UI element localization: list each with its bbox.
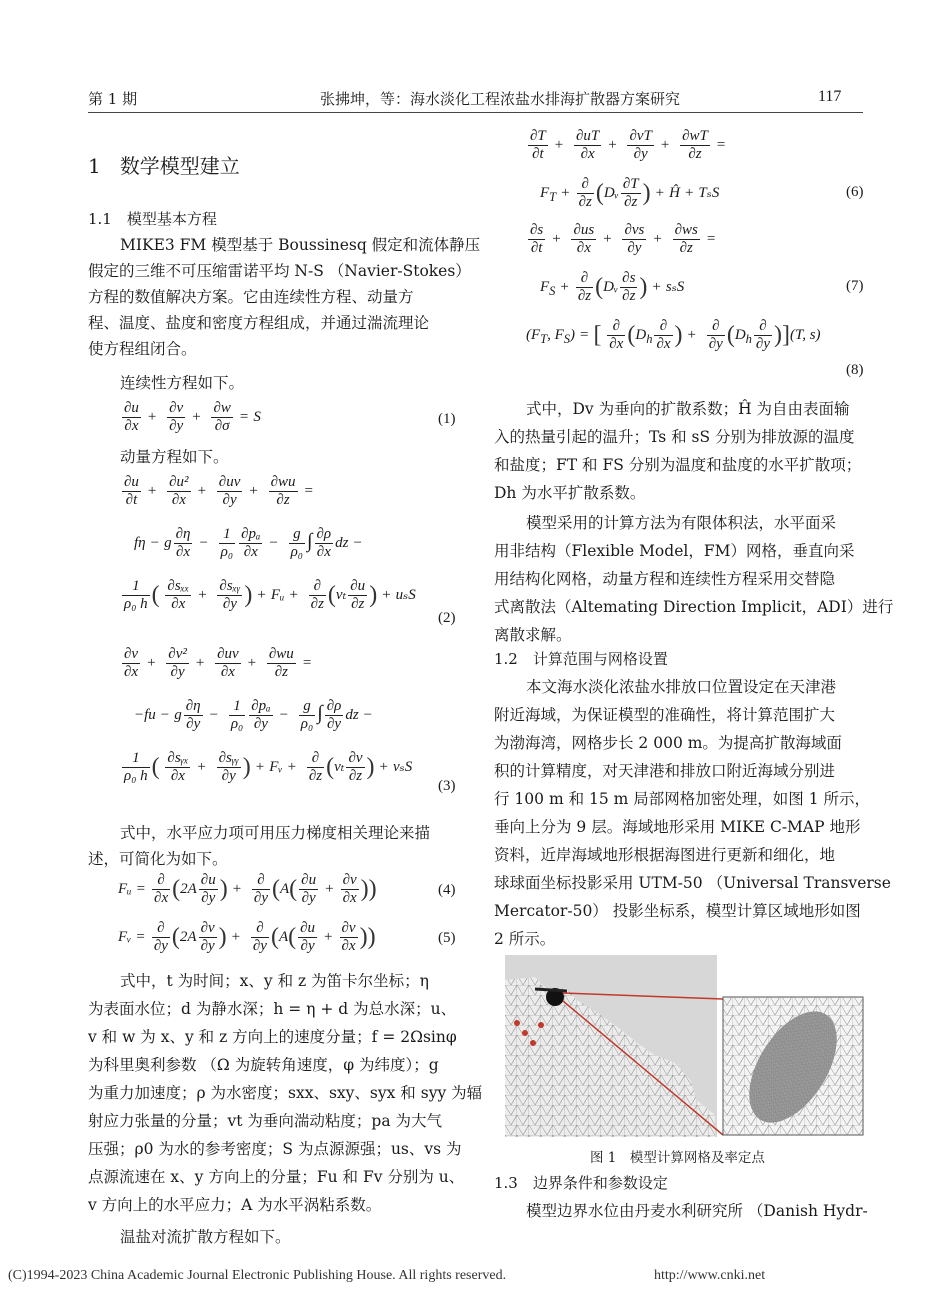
equation-5: Fᵥ = $\frac{\partial}{\partial y}$ (2A $\frac{\partial v}{\partial y}$ ) + $\frac{\partial}{\partial y}$ (A( $\frac{\partial u}{\partial y}$ + $\frac{\partial v}{\partial x}$ )) bbox=[118, 920, 376, 954]
vars-line-4: 为科里奥利参数 （Ω 为旋转角速度，φ 为纬度）；g bbox=[88, 1056, 439, 1074]
figure-1-caption: 图 1 模型计算网格及率定点 bbox=[590, 1150, 765, 1166]
section-1-3-heading: 1.3 边界条件和参数设定 bbox=[494, 1174, 668, 1192]
range-line-6: 垂向上分为 9 层。海域地形采用 MIKE C-MAP 地形 bbox=[494, 818, 861, 836]
equation-6-line-2: $F_T$ + $\frac{\partial}{\partial z}$ (Dᵥ $\frac{\partial T}{\partial z}$ ) + Ĥ + TₛS bbox=[540, 176, 720, 210]
equation-2-line-1: $\frac{\partial u}{\partial t}$ + $\frac{\text{∂u²}}{\partial x}$ + $\frac{\partial uv}{\partial y}$ + $\frac{\partial wu}{\partial z}$ = bbox=[124, 474, 313, 508]
boundary-line-1: 模型边界水位由丹麦水利研究所 （Danish Hydr- bbox=[526, 1202, 868, 1220]
equation-3-line-2: −fu − g $\frac{\partial\eta}{\partial y}$ − $\frac{1}{\text{ρ₀}}$ $\frac{\text{∂pₐ}}{\partial y}$ − $\frac{g}{\text{ρ₀}}$ ∫ $\frac{\partial\rho}{\partial y}$ dz − bbox=[134, 698, 373, 732]
momentum-intro: 动量方程如下。 bbox=[120, 448, 229, 466]
equation-number-1: (1) bbox=[438, 411, 456, 427]
equation-number-8: (8) bbox=[846, 362, 864, 378]
r-vars-line-1: 式中，Dv 为垂向的扩散系数；Ĥ 为自由表面输 bbox=[526, 400, 850, 418]
equation-number-6: (6) bbox=[846, 184, 864, 200]
equation-7-line-1: $\frac{\partial s}{\partial t}$ + $\frac{\partial us}{\partial x}$ + $\frac{\partial vs}{\partial y}$ + $\frac{\partial ws}{\partial z}$ = bbox=[530, 222, 716, 256]
calibration-point bbox=[538, 1022, 544, 1028]
equation-4: Fᵤ = $\frac{\partial}{\partial x}$ (2A $\frac{\partial u}{\partial y}$ ) + $\frac{\partial}{\partial y}$ (A( $\frac{\partial u}{\partial y}$ + $\frac{\partial v}{\partial x}$ )) bbox=[118, 872, 377, 906]
vars-line-1: 式中，t 为时间；x、y 和 z 为笛卡尔坐标；η bbox=[120, 972, 429, 990]
r-vars-line-2: 入的热量引起的温升；Ts 和 sS 分别为排放源的温度 bbox=[494, 428, 855, 446]
section-1-title bbox=[88, 150, 240, 179]
section-1-number: 1 bbox=[88, 154, 101, 178]
range-line-1: 本文海水淡化浓盐水排放口位置设定在天津港 bbox=[526, 678, 837, 696]
issue-number: 第 1 期 bbox=[88, 90, 138, 108]
equation-8: ($F_T$, $F_S$) = [ $\frac{\partial}{\partial x}$ ($D_h$ $\frac{\partial}{\partial x}$ ) + $\frac{\partial}{\partial y}$ ($D_h$ $\frac{\partial}{\partial y}$ )](T, s) bbox=[526, 318, 821, 352]
equation-2-line-2: fη − g $\frac{\partial\eta}{\partial x}$ − $\frac{1}{\text{ρ₀}}$ $\frac{\text{∂pₐ}}{\partial x}$ − $\frac{g}{\text{ρ₀}}$ ∫ $\frac{\partial\rho}{\partial x}$ dz − bbox=[134, 526, 362, 560]
para-1-line-1: MIKE3 FM 模型基于 Boussinesq 假定和流体静压 bbox=[120, 236, 481, 254]
range-line-8: 球球面坐标投影采用 UTM-50 （Universal Transverse bbox=[494, 874, 891, 892]
equation-number-2: (2) bbox=[438, 610, 456, 626]
para-1-line-4: 程、温度、盐度和密度方程组成，并通过湍流理论 bbox=[88, 314, 430, 332]
equation-number-3: (3) bbox=[438, 778, 456, 794]
range-line-5: 行 100 m 和 15 m 局部网格加密处理，如图 1 所示， bbox=[494, 790, 870, 808]
temp-salt-intro: 温盐对流扩散方程如下。 bbox=[120, 1228, 291, 1246]
calibration-point bbox=[530, 1040, 536, 1046]
equation-number-5: (5) bbox=[438, 930, 456, 946]
port-breakwater bbox=[535, 989, 567, 991]
footer-url[interactable]: http://www.cnki.net bbox=[654, 1268, 766, 1283]
figure-1-mesh bbox=[505, 955, 865, 1137]
header-rule bbox=[88, 112, 863, 113]
r-vars-line-3: 和盐度；FT 和 FS 分别为温度和盐度的水平扩散项； bbox=[494, 456, 862, 474]
equation-1: $\frac{\partial u}{\partial x}$ + $\frac{\partial v}{\partial y}$ + $\frac{\partial w}{\partial\sigma}$ = S bbox=[124, 400, 261, 434]
vars-line-6: 射应力张量的分量；vt 为垂向湍动粘度；pa 为大气 bbox=[88, 1112, 443, 1130]
calibration-point bbox=[522, 1030, 528, 1036]
equation-2-line-3: $\frac{1}{\text{ρ₀ h}}$ ( $\frac{\text{∂sₓₓ}}{\partial x}$ + $\frac{\text{∂sₓᵧ}}{\partial y}$ ) + Fᵤ + $\frac{\partial}{\partial z}$ (vₜ $\frac{\partial u}{\partial z}$ ) + uₛS bbox=[124, 578, 416, 612]
method-line-1: 模型采用的计算方法为有限体积法，水平面采 bbox=[526, 514, 837, 532]
equation-number-7: (7) bbox=[846, 278, 864, 294]
vars-line-9: v 方向上的水平应力；A 为水平涡粘系数。 bbox=[88, 1196, 382, 1214]
continuity-intro: 连续性方程如下。 bbox=[120, 374, 245, 392]
r-vars-line-4: Dh 为水平扩散系数。 bbox=[494, 484, 646, 502]
vars-line-2: 为表面水位；d 为静水深；h = η + d 为总水深；u、 bbox=[88, 1000, 457, 1018]
equation-6-line-1: $\frac{\partial T}{\partial t}$ + $\frac{\partial uT}{\partial x}$ + $\frac{\partial vT}{\partial y}$ + $\frac{\partial wT}{\partial z}$ = bbox=[530, 128, 726, 162]
section-1-2-heading: 1.2 计算范围与网格设置 bbox=[494, 650, 668, 668]
calibration-point bbox=[514, 1020, 520, 1026]
range-line-3: 为渤海湾，网格步长 2 000 m。为提高扩散海域面 bbox=[494, 734, 842, 752]
equation-3-line-3: $\frac{1}{\text{ρ₀ h}}$ ( $\frac{\text{∂sᵧₓ}}{\partial x}$ + $\frac{\text{∂sᵧᵧ}}{\partial y}$ ) + Fᵥ + $\frac{\partial}{\partial z}$ (vₜ $\frac{\partial v}{\partial z}$ ) + vₛS bbox=[124, 750, 413, 784]
range-line-7: 资料，近岸海域地形根据海图进行更新和细化，地 bbox=[494, 846, 836, 864]
method-line-3: 用结构化网格，动量方程和连续性方程采用交替隐 bbox=[494, 570, 836, 588]
equation-number-4: (4) bbox=[438, 882, 456, 898]
vars-line-8: 点源流速在 x、y 方向上的分量；Fu 和 Fv 分别为 u、 bbox=[88, 1168, 465, 1186]
vars-line-5: 为重力加速度；ρ 为水密度；sxx、sxy、syx 和 syy 为辐 bbox=[88, 1084, 483, 1102]
range-line-9: Mercator-50） 投影坐标系，模型计算区域地形如图 bbox=[494, 902, 861, 920]
stress-line-2: 述，可简化为如下。 bbox=[88, 850, 228, 868]
equation-7-line-2: $F_S$ + $\frac{\partial}{\partial z}$ (Dᵥ $\frac{\partial s}{\partial z}$ ) + sₛS bbox=[540, 270, 685, 304]
range-line-10: 2 所示。 bbox=[494, 930, 556, 948]
para-1-line-3: 方程的数值解决方案。它由连续性方程、动量方 bbox=[88, 288, 414, 306]
vars-line-7: 压强；ρ0 为水的参考密度；S 为点源源强；us、vs 为 bbox=[88, 1140, 462, 1158]
method-line-2: 用非结构（Flexible Model，FM）网格，垂直向采 bbox=[494, 542, 855, 560]
range-line-2: 附近海域，为保证模型的准确性，将计算范围扩大 bbox=[494, 706, 836, 724]
range-line-4: 积的计算精度，对天津港和排放口附近海域分别进 bbox=[494, 762, 836, 780]
footer-copyright: (C)1994-2023 China Academic Journal Electronic Publishing House. All rights reserved. bbox=[8, 1268, 507, 1283]
section-1-1-heading: 1.1 模型基本方程 bbox=[88, 210, 217, 228]
stress-line-1: 式中，水平应力项可用压力梯度相关理论来描 bbox=[120, 824, 431, 842]
method-line-5: 离散求解。 bbox=[494, 626, 572, 644]
method-line-4: 式离散法（Altemating Direction Implicit，ADI）进行 bbox=[494, 598, 894, 616]
para-1-line-5: 使方程组闭合。 bbox=[88, 340, 197, 358]
running-title: 张拂坤，等：海水淡化工程浓盐水排海扩散器方案研究 bbox=[320, 90, 681, 108]
para-1-line-2: 假定的三维不可压缩雷诺平均 N-S （Navier-Stokes） bbox=[88, 262, 471, 280]
equation-3-line-1: $\frac{\partial v}{\partial x}$ + $\frac{\text{∂v²}}{\partial y}$ + $\frac{\partial uv}{\partial x}$ + $\frac{\partial wu}{\partial z}$ = bbox=[124, 646, 312, 680]
vars-line-3: v 和 w 为 x、y 和 z 方向上的速度分量；f = 2Ωsinφ bbox=[88, 1028, 457, 1046]
page-number: 117 bbox=[818, 88, 842, 105]
section-1-text: 数学模型建立 bbox=[119, 154, 240, 178]
